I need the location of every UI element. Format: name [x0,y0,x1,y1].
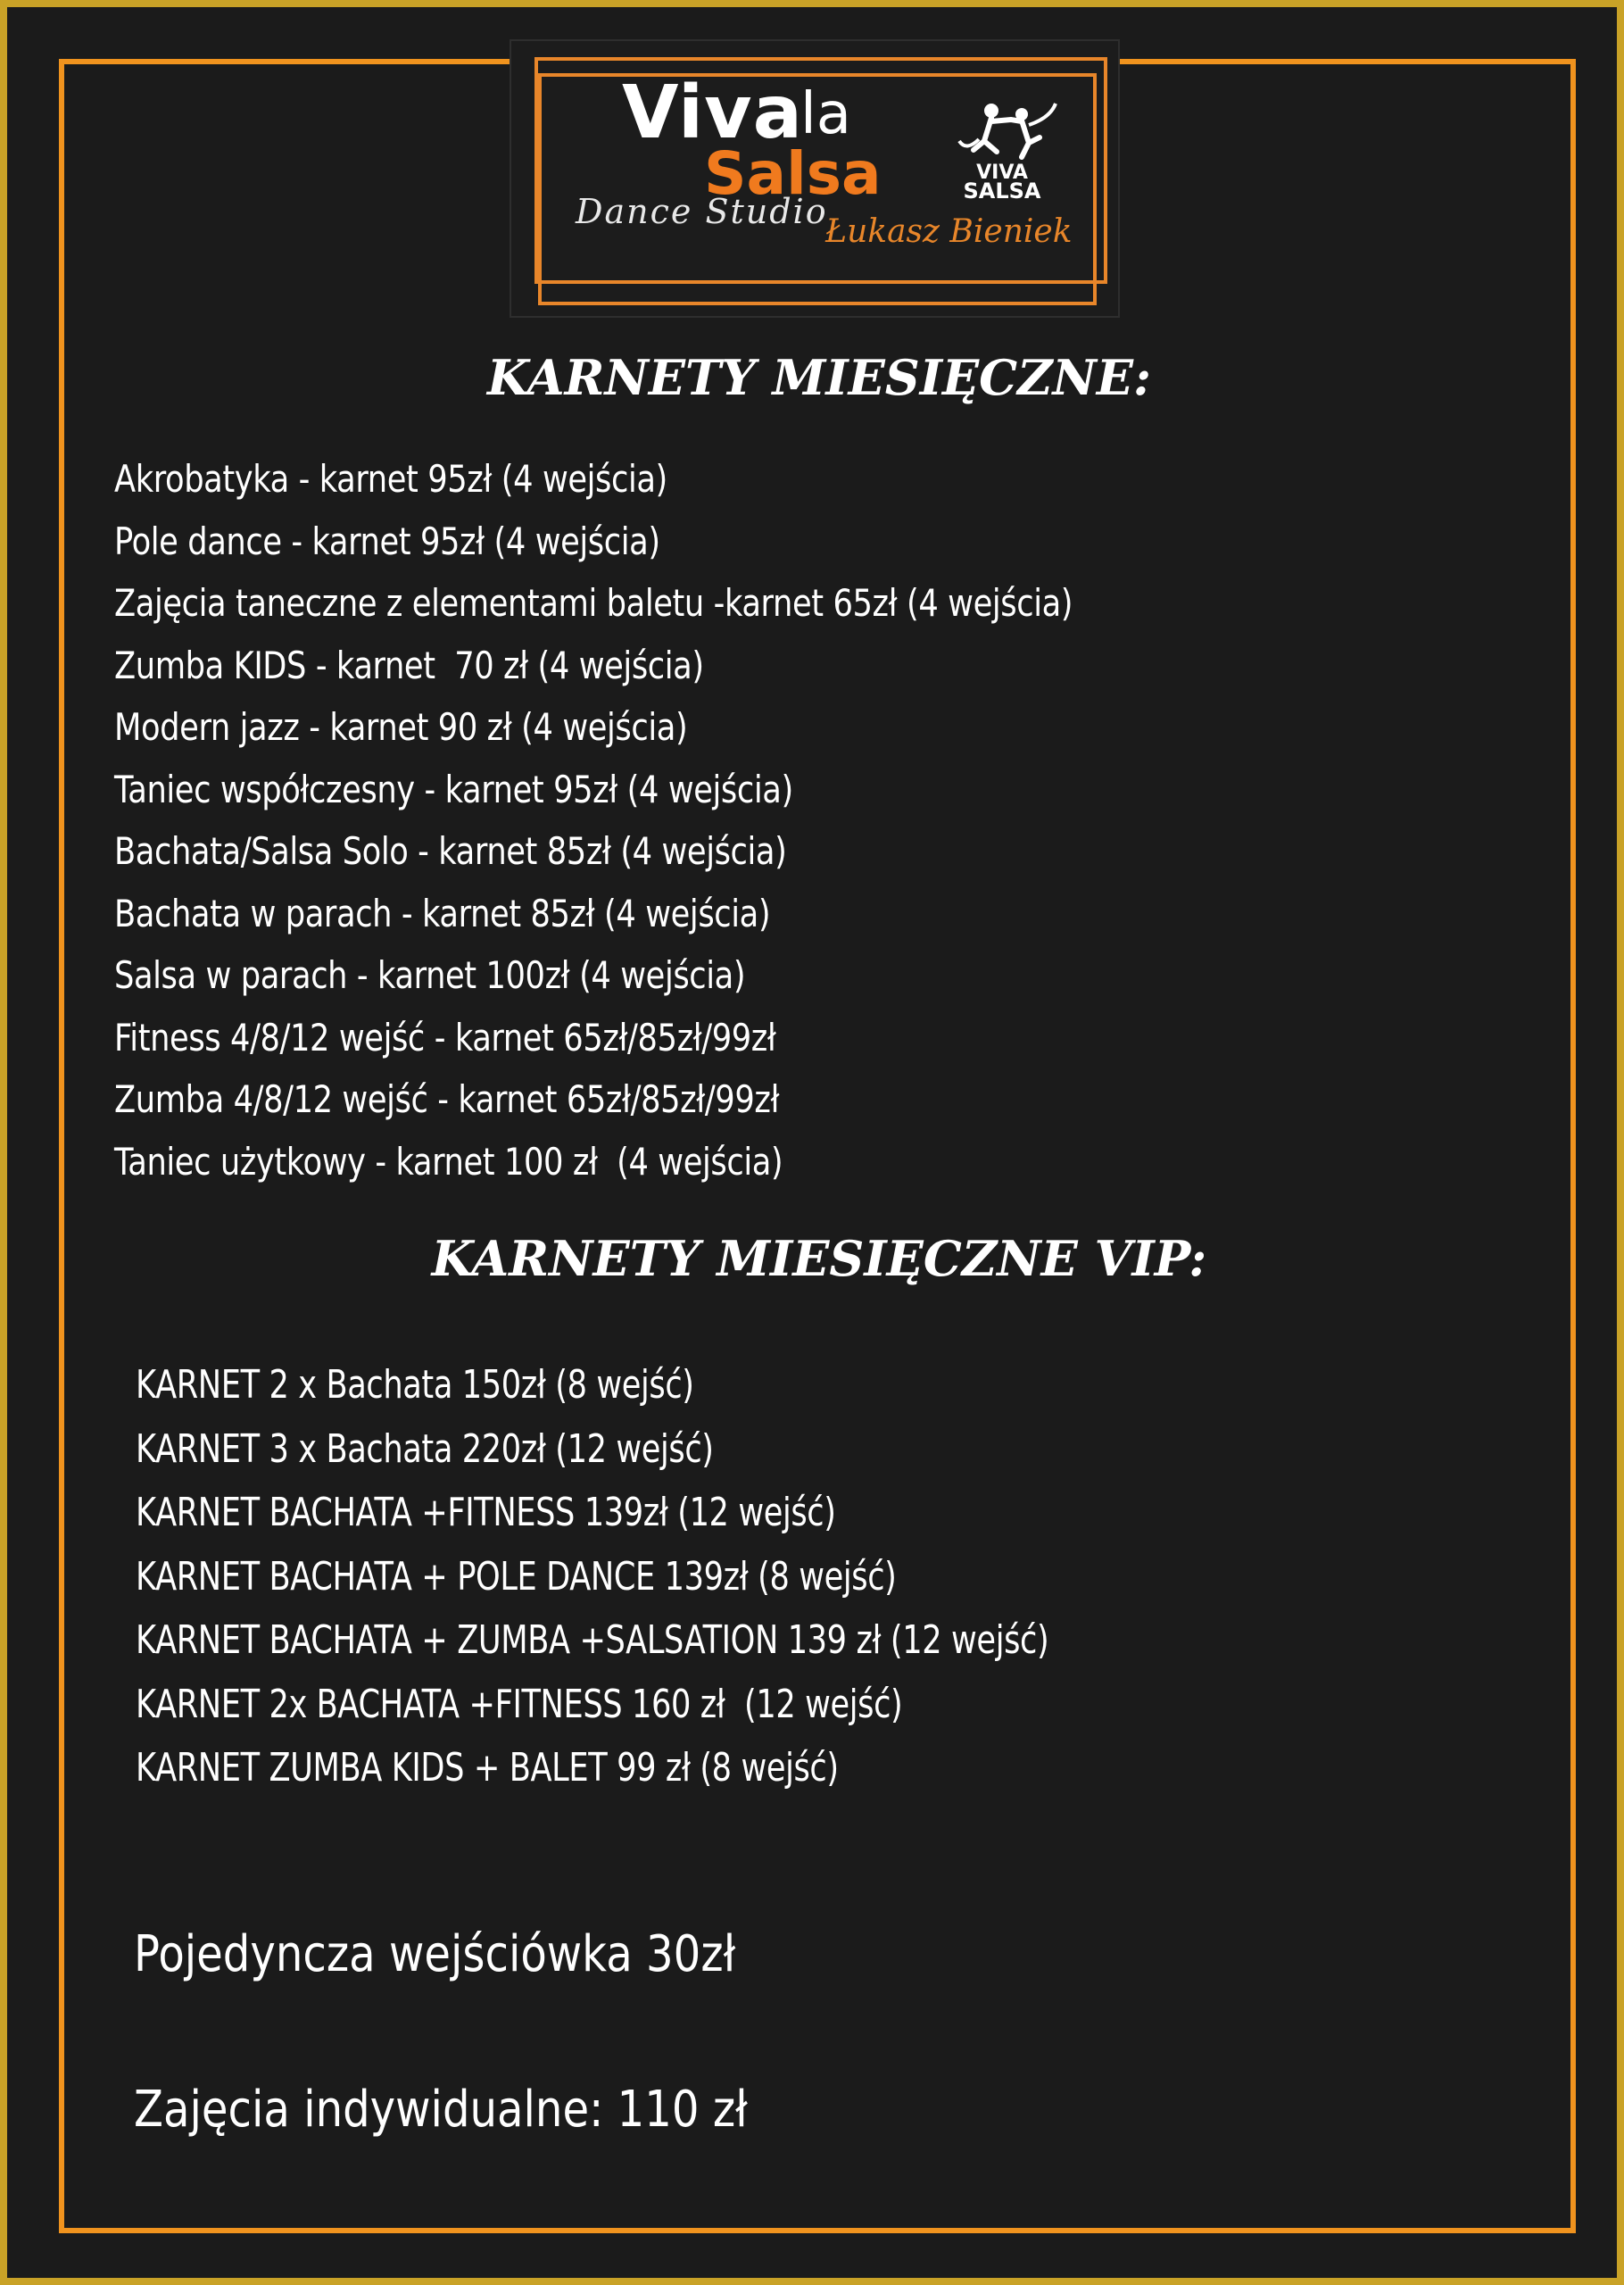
list-item: Bachata/Salsa Solo - karnet 85zł (4 wejścia) [114,829,787,873]
vip-passes-list [136,1353,1048,1800]
logo-signature: Łukasz Bieniek [825,213,1073,250]
vip-passes-heading: KARNETY MIESIĘCZNE VIP: [431,1230,1207,1287]
emblem-viva-text: VIVA [976,162,1028,184]
list-item: Modern jazz - karnet 90 zł (4 wejścia) [114,705,688,749]
individual-class-price: Zajęcia indywidualne: 110 zł [134,2081,748,2139]
list-item: Taniec użytkowy - karnet 100 zł (4 wejścia) [114,1139,783,1184]
logo-dance-studio: Dance Studio [576,192,828,231]
list-item: KARNET ZUMBA KIDS + BALET 99 zł (8 wejść) [136,1745,839,1791]
list-item: KARNET BACHATA + ZUMBA +SALSATION 139 zł (12 wejść) [136,1617,1049,1663]
list-item: Akrobatyka - karnet 95zł (4 wejścia) [114,457,667,501]
logo-viva: Viva [622,71,803,155]
list-item: Taniec współczesny - karnet 95zł (4 wejścia) [114,767,793,811]
list-item: Fitness 4/8/12 wejść - karnet 65zł/85zł/99zł [114,1015,776,1059]
list-item: Zajęcia taneczne z elementami baletu -karnet 65zł (4 wejścia) [114,581,1073,625]
monthly-passes-list [114,448,1073,1192]
list-item: KARNET 2 x Bachata 150zł (8 wejść) [136,1362,694,1408]
studio-logo [510,39,1120,318]
emblem-salsa-text: SALSA [963,179,1041,202]
logo-la: la [800,81,851,147]
list-item: KARNET BACHATA +FITNESS 139zł (12 wejść) [136,1490,836,1535]
list-item: KARNET 2x BACHATA +FITNESS 160 zł (12 wejść) [136,1681,903,1727]
single-entry-price: Pojedyncza wejściówka 30zł [134,1925,736,1983]
list-item: Bachata w parach - karnet 85zł (4 wejścia) [114,891,771,935]
monthly-passes-heading: KARNETY MIESIĘCZNE: [486,349,1152,406]
list-item: Pole dance - karnet 95zł (4 wejścia) [114,519,660,563]
list-item: KARNET 3 x Bachata 220zł (12 wejść) [136,1425,714,1472]
list-item: Zumba 4/8/12 wejść - karnet 65zł/85zł/99zł [114,1077,780,1121]
list-item: Salsa w parach - karnet 100zł (4 wejścia) [114,953,746,997]
logo-salsa: Salsa [704,139,882,208]
list-item: KARNET BACHATA + POLE DANCE 139zł (8 wejść) [136,1553,897,1600]
dancers-emblem-icon [940,98,1065,202]
list-item: Zumba KIDS - karnet 70 zł (4 wejścia) [114,643,704,687]
